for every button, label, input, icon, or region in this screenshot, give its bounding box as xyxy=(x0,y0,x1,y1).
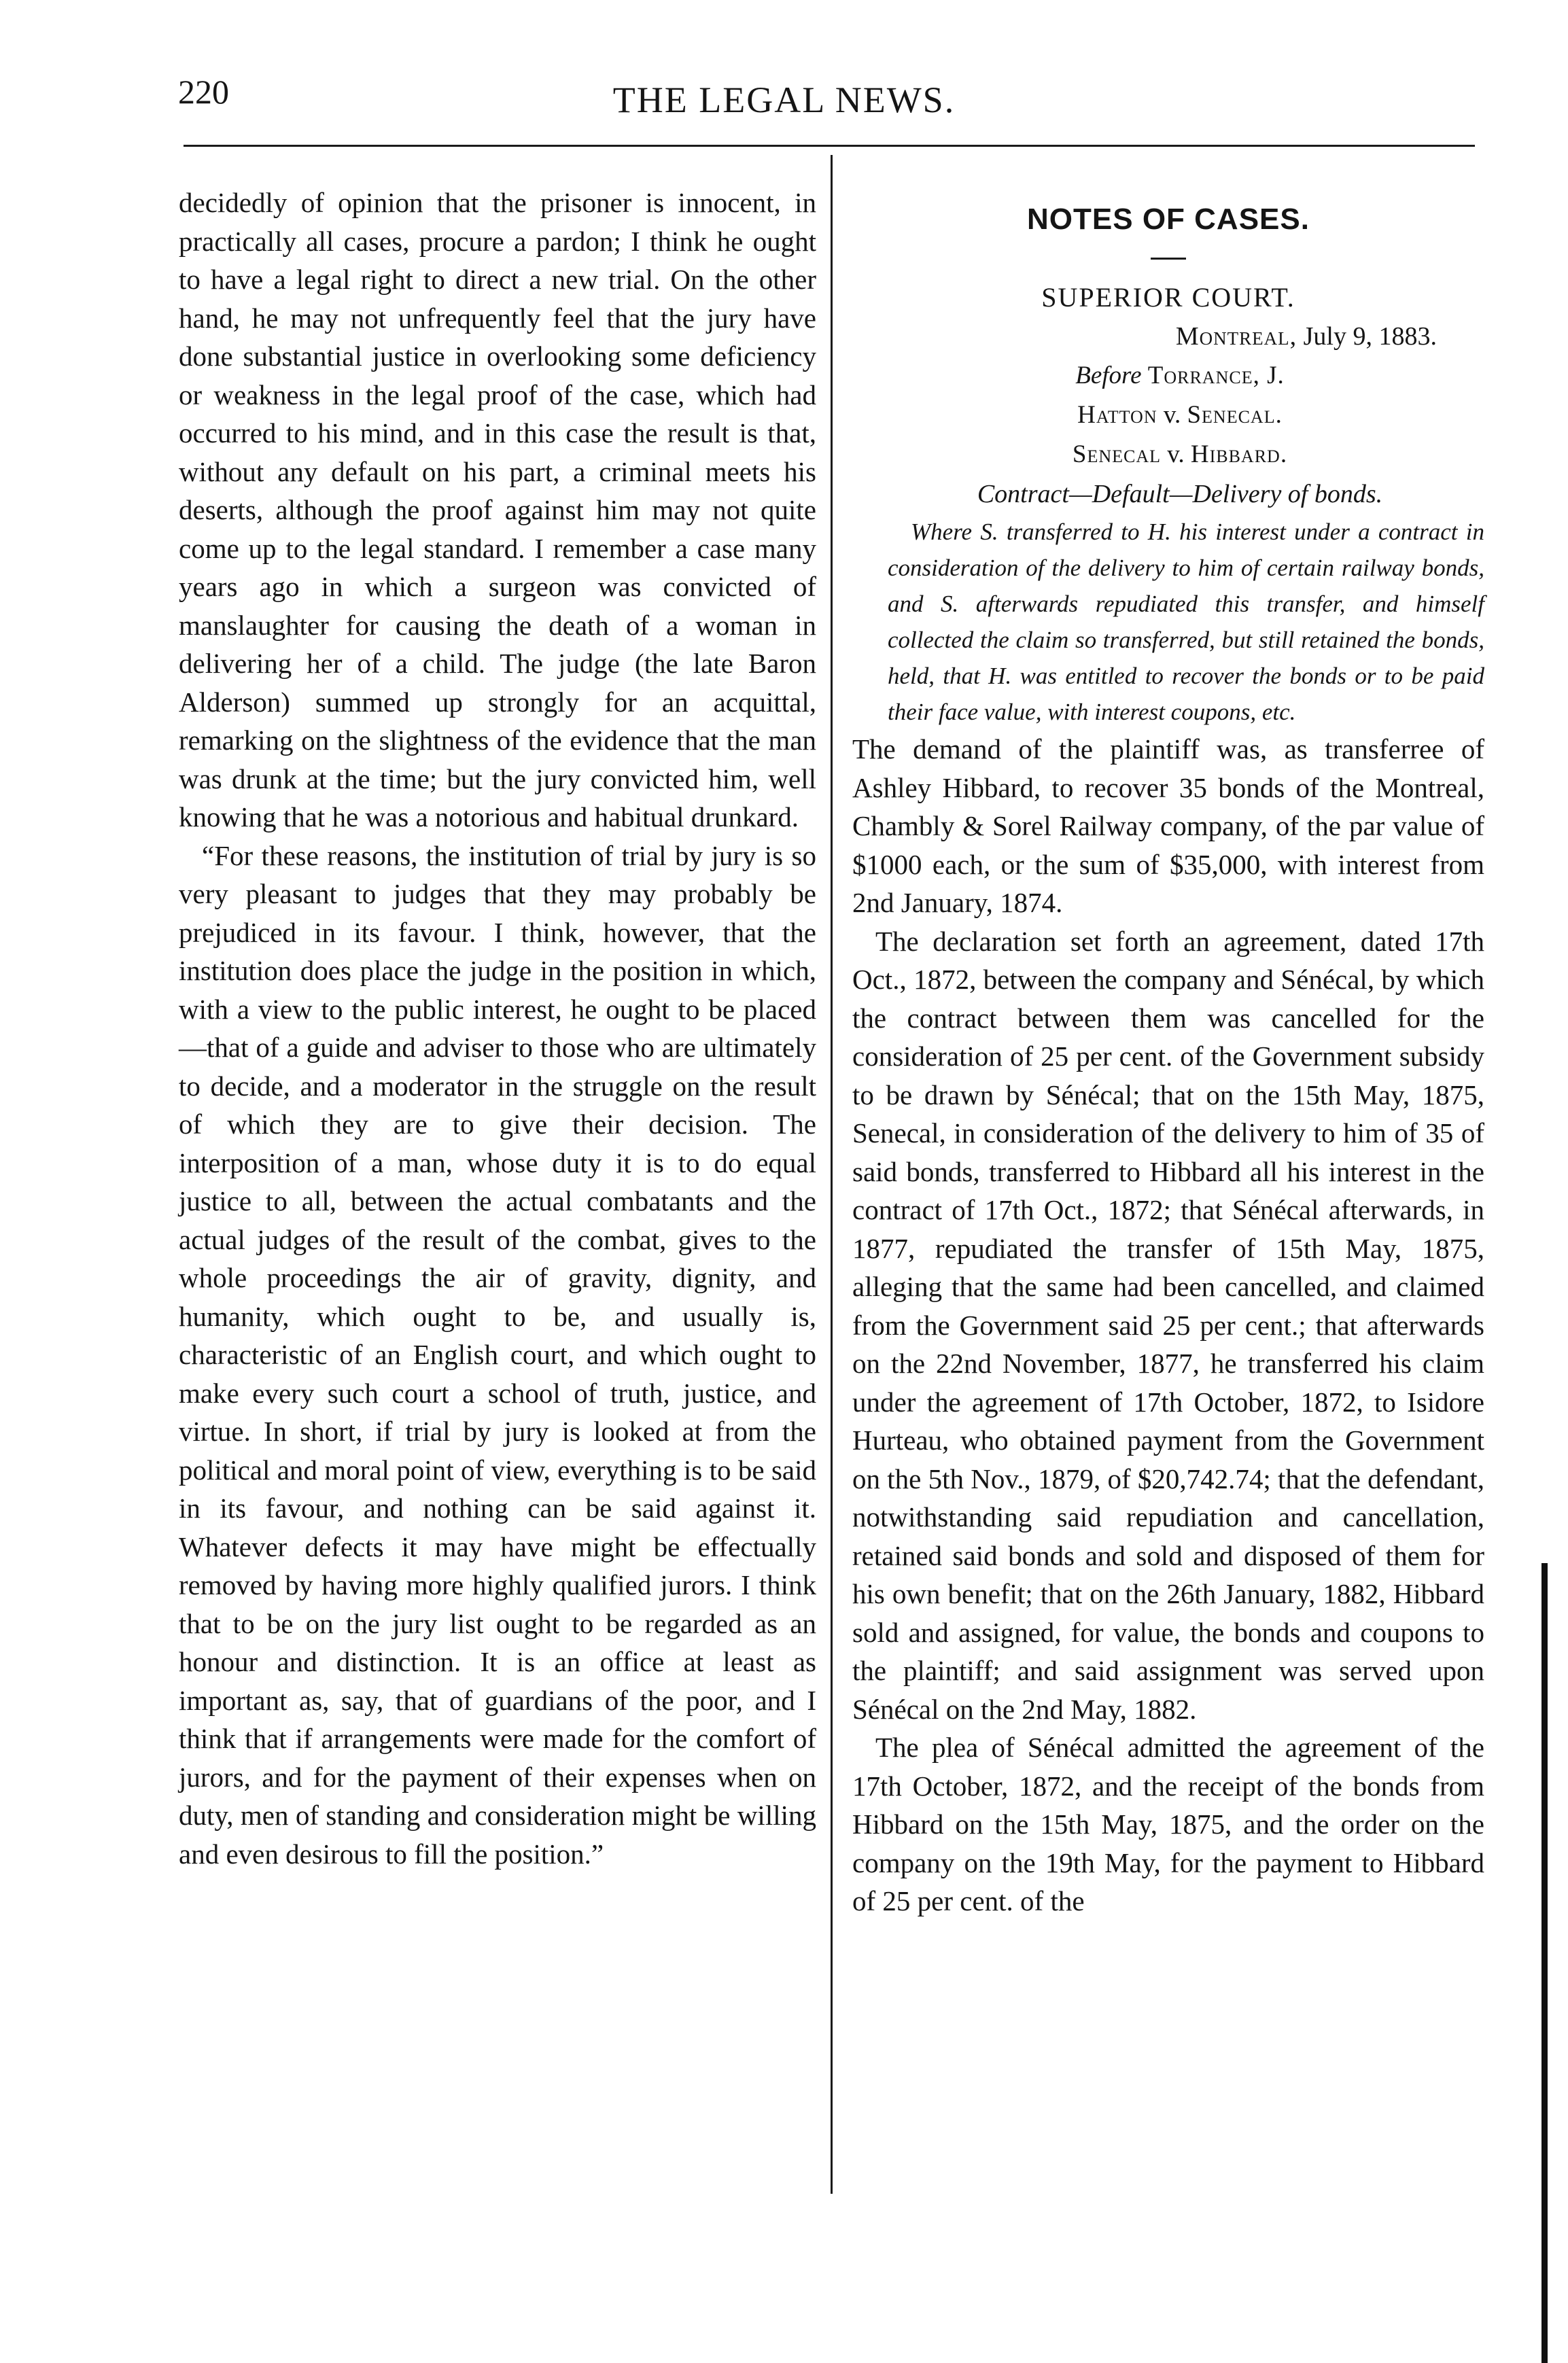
case-subject: Contract—Default—Delivery of bonds. xyxy=(977,480,1383,508)
left-column xyxy=(179,183,816,1873)
judge-name: Torrance, J. xyxy=(1147,362,1285,389)
case-1-party-a: Hatton xyxy=(1077,401,1157,429)
running-title: THE LEGAL NEWS. xyxy=(612,80,956,120)
case-title-2 xyxy=(852,435,1484,474)
left-paragraph-1: decidedly of opinion that the prisoner is innocent, in practically all cases, procure a pardon; I think he ought to have a legal right to direct a new trial. On the other hand, he may not unfrequently feel that the jury have done substantial justice in overlooking some deficiency or weakness in the legal proof of the case, which had occurred to his mind, and in this case the result is that, without any default on his part, a criminal meets his deserts, although the proof against him may not quite come up to the legal standard. I remember a case many years ago in which a surgeon was convicted of manslaughter for causing the death of a woman in delivering her of a child. The judge (the late Baron Alderson) summed up strongly for an acquittal, remarking on the slightness of the evidence that the man was drunk at the time; but the jury convicted him, well knowing that he was a notorious and habitual drunkard. xyxy=(179,187,816,833)
column-divider xyxy=(831,155,833,2194)
case-2-party-b: Hibbard. xyxy=(1190,440,1288,468)
right-paragraph-2: The declaration set forth an agreement, dated 17th Oct., 1872, between the company and Sénécal, by which the contract between them was cancelled for the consideration of 25 per cent. of the Government subsidy to be drawn by Sénécal; that on the 15th May, 1875, Senecal, in consideration of the delivery to him of 35 of said bonds, transferred to Hibbard all his interest in the contract of 17th Oct., 1872; that Sénécal afterwards, in 1877, repudiated the transfer of 15th May, 1875, alleging that the same had been cancelled, and claimed from the Government said 25 per cent.; that afterwards on the 22nd November, 1877, he transferred his claim under the agreement of 17th October, 1872, to Isidore Hurteau, who obtained payment from the Government on the 5th Nov., 1879, of $20,742.74; that the defendant, notwithstanding said repudiation and cancellation, retained said bonds and sold and disposed of them for his own benefit; that on the 26th January, 1882, Hibbard sold and assigned, for value, the bonds and coupons to the plaintiff; and said assignment was served upon Sénécal on the 2nd May, 1882. xyxy=(852,925,1484,1725)
page-edge-rule xyxy=(1541,1563,1548,2363)
court-name: SUPERIOR COURT. xyxy=(1041,282,1295,313)
header-rule xyxy=(184,145,1475,147)
judge-line xyxy=(852,356,1484,396)
location-date xyxy=(852,317,1484,356)
page-number: 220 xyxy=(178,73,229,111)
location: Montreal, xyxy=(1175,322,1297,351)
left-paragraph-2: “For these reasons, the institution of trial by jury is so very pleasant to judges that they may probably be prejudiced in its favour. I think, however, that the institution does place the judge in the position in which, with a view to the public interest, he ought to be placed—that of a guide and adviser to those who are ultimately to decide, and a moderator in the struggle on the result of which they are to give their decision. The interposition of a man, whose duty it is to do equal justice to all, between the actual combatants and the actual judges of the result of the combat, gives to the whole proceedings the air of gravity, dignity, and humanity, which ought to be, and usually is, characteristic of an English court, and which ought to make every such court a school of truth, justice, and virtue. In short, if trial by jury is looked at from the political and moral point of view, everything is to be said in its favour, and nothing can be said against it. Whatever defects it may have might be effectually removed by having more highly qualified jurors. I think that to be on the jury list ought to be regarded as an honour and distinction. It is an office at least as important as, say, that of guardians of the poor, and I think that if arrangements were made for the comfort of jurors, and for the payment of their expenses when on duty, men of standing and consideration might be willing and even desirous to fill the position.” xyxy=(179,839,816,1870)
before-word: Before xyxy=(1075,362,1142,389)
heading-rule xyxy=(1151,258,1186,260)
right-paragraph-1: The demand of the plaintiff was, as transferree of Ashley Hibbard, to recover 35 bonds of the Montreal, Chambly & Sorel Railway company, of the par value of $1000 each, or the sum of $35,000, with interest from 2nd January, 1874. xyxy=(852,733,1484,918)
syllabus: Where S. transferred to H. his interest under a contract in consideration of the delivery to him of certain railway bonds, and S. afterwards repudiated this transfer, and himself collected the claim so transferred, but still retained the bonds, held, that H. was entitled to recover the bonds or to be paid their face value, with interest coupons, etc. xyxy=(888,519,1484,725)
case-2-versus: v. xyxy=(1167,440,1185,468)
right-paragraph-3: The plea of Sénécal admitted the agreement of the 17th October, 1872, and the receipt of the bonds from Hibbard on the 15th May, 1875, and the order on the company on the 19th May, for the payment to Hibbard of 25 per cent. of the xyxy=(852,1732,1484,1916)
right-column xyxy=(852,200,1484,1921)
section-heading: NOTES OF CASES. xyxy=(1027,203,1310,236)
date: July 9, 1883. xyxy=(1303,322,1437,351)
case-2-party-a: Senecal xyxy=(1072,440,1162,468)
case-1-party-b: Senecal. xyxy=(1187,401,1283,429)
case-body xyxy=(852,730,1484,1921)
case-title-1 xyxy=(852,396,1484,435)
case-1-versus: v. xyxy=(1163,401,1181,429)
